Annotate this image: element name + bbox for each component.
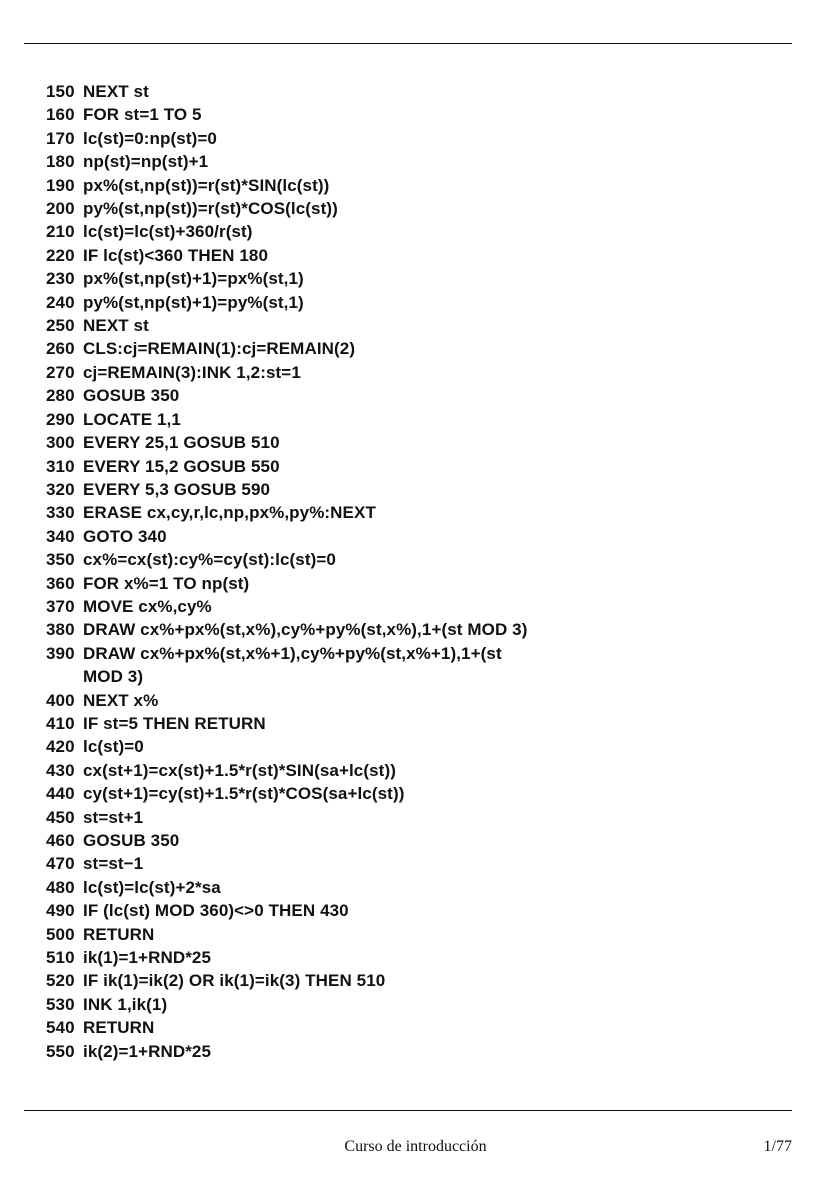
line-number: 160 — [46, 105, 75, 125]
line-number: 530 — [46, 994, 75, 1014]
line-text: EVERY 25,1 GOSUB 510 — [83, 433, 280, 453]
line-number: 460 — [46, 831, 75, 850]
code-line — [46, 127, 786, 150]
code-line — [46, 314, 786, 337]
code-line — [46, 103, 786, 126]
line-text: RETURN — [83, 1018, 155, 1038]
line-text: GOSUB 350 — [83, 386, 180, 406]
code-line — [46, 735, 786, 758]
line-number: 410 — [46, 713, 75, 733]
code-line — [46, 150, 786, 173]
code-line — [46, 923, 786, 946]
code-line — [46, 806, 786, 829]
code-line — [46, 337, 786, 360]
code-line — [46, 1040, 786, 1063]
line-number: 360 — [46, 573, 75, 593]
code-line — [46, 642, 786, 665]
page-number: 1/77 — [763, 1138, 792, 1155]
code-line — [46, 291, 786, 314]
line-text: cy(st+1)=cy(st)+1.5*r(st)*COS(sa+lc(st)) — [83, 784, 405, 804]
code-line — [46, 197, 786, 220]
line-number: 230 — [46, 269, 75, 289]
line-number: 250 — [46, 316, 75, 336]
line-text: DRAW cx%+px%(st,x%+1),cy%+py%(st,x%+1),1+(st — [83, 643, 502, 663]
line-text: GOSUB 350 — [83, 831, 180, 850]
line-text: px%(st,np(st)+1)=px%(st,1) — [83, 269, 304, 289]
code-line — [46, 665, 786, 688]
line-number: 430 — [46, 760, 75, 780]
line-number: 480 — [46, 877, 75, 897]
line-text: DRAW cx%+px%(st,x%),cy%+py%(st,x%),1+(st MOD 3) — [83, 620, 528, 640]
line-number: 420 — [46, 737, 75, 757]
code-line — [46, 431, 786, 454]
code-line — [46, 993, 786, 1016]
line-text: ik(1)=1+RND*25 — [83, 948, 212, 968]
code-line — [46, 782, 786, 805]
line-number: 260 — [46, 339, 75, 359]
code-line — [46, 361, 786, 384]
code-line — [46, 829, 786, 852]
line-text: ERASE cx,cy,r,lc,np,px%,py%:NEXT — [83, 503, 376, 523]
code-line — [46, 595, 786, 618]
line-text: lc(st)=0 — [83, 737, 144, 757]
top-rule — [24, 43, 792, 44]
code-line — [46, 899, 786, 922]
line-number: 470 — [46, 854, 75, 874]
line-number: 440 — [46, 784, 75, 804]
line-text: FOR x%=1 TO np(st) — [83, 573, 250, 593]
code-line — [46, 501, 786, 524]
code-line — [46, 384, 786, 407]
code-line — [46, 174, 786, 197]
line-text: GOTO 340 — [83, 526, 167, 546]
code-line — [46, 876, 786, 899]
code-line — [46, 478, 786, 501]
code-line — [46, 548, 786, 571]
code-line — [46, 618, 786, 641]
line-text: lc(st)=lc(st)+2*sa — [83, 877, 221, 897]
line-number: 450 — [46, 807, 75, 827]
code-line — [46, 572, 786, 595]
code-line — [46, 244, 786, 267]
line-number: 400 — [46, 690, 75, 710]
line-number: 330 — [46, 503, 75, 523]
bottom-rule — [24, 1110, 792, 1111]
line-text: py%(st,np(st))=r(st)*COS(lc(st)) — [83, 199, 338, 219]
line-number: 540 — [46, 1018, 75, 1038]
code-line — [46, 267, 786, 290]
line-number: 550 — [46, 1041, 75, 1061]
code-line — [46, 969, 786, 992]
line-text: NEXT st — [83, 82, 149, 101]
line-text: py%(st,np(st)+1)=py%(st,1) — [83, 292, 304, 312]
code-line — [46, 946, 786, 969]
line-text: MOVE cx%,cy% — [83, 596, 212, 616]
line-text: NEXT x% — [83, 690, 159, 710]
line-number: 510 — [46, 948, 75, 968]
line-number: 150 — [46, 82, 75, 101]
line-text: np(st)=np(st)+1 — [83, 152, 209, 172]
line-number: 220 — [46, 245, 75, 265]
line-number: 210 — [46, 222, 75, 242]
line-text: EVERY 15,2 GOSUB 550 — [83, 456, 280, 476]
line-text: FOR st=1 TO 5 — [83, 105, 202, 125]
line-text: IF ik(1)=ik(2) OR ik(1)=ik(3) THEN 510 — [83, 971, 386, 991]
line-text: MOD 3) — [83, 667, 144, 687]
line-text: LOCATE 1,1 — [83, 409, 181, 429]
line-number: 490 — [46, 901, 75, 921]
line-text: RETURN — [83, 924, 155, 944]
line-number: 390 — [46, 643, 75, 663]
line-text: ik(2)=1+RND*25 — [83, 1041, 212, 1061]
line-number: 310 — [46, 456, 75, 476]
line-text: st=st−1 — [83, 854, 144, 874]
code-line — [46, 852, 786, 875]
line-number: 270 — [46, 362, 75, 382]
code-line — [46, 80, 786, 103]
line-text: IF st=5 THEN RETURN — [83, 713, 266, 733]
line-number: 370 — [46, 596, 75, 616]
line-text: lc(st)=0:np(st)=0 — [83, 128, 217, 148]
line-text: cx(st+1)=cx(st)+1.5*r(st)*SIN(sa+lc(st)) — [83, 760, 396, 780]
line-text: NEXT st — [83, 316, 149, 336]
code-line — [46, 455, 786, 478]
line-number: 380 — [46, 620, 75, 640]
line-number: 350 — [46, 550, 75, 570]
line-number: 320 — [46, 479, 75, 499]
line-number — [46, 665, 83, 688]
line-text: cx%=cx(st):cy%=cy(st):lc(st)=0 — [83, 550, 336, 570]
line-number: 520 — [46, 971, 75, 991]
line-text: IF (lc(st) MOD 360)<>0 THEN 430 — [83, 901, 349, 921]
line-number: 190 — [46, 175, 75, 195]
line-text: st=st+1 — [83, 807, 144, 827]
code-listing — [46, 80, 786, 1063]
code-line — [46, 1016, 786, 1039]
line-text: cj=REMAIN(3):INK 1,2:st=1 — [83, 362, 301, 382]
line-text: IF lc(st)<360 THEN 180 — [83, 245, 269, 265]
code-line — [46, 759, 786, 782]
code-line — [46, 712, 786, 735]
footer-title: Curso de introducción — [344, 1138, 487, 1155]
line-number: 180 — [46, 152, 75, 172]
line-text: EVERY 5,3 GOSUB 590 — [83, 479, 271, 499]
line-text: CLS:cj=REMAIN(1):cj=REMAIN(2) — [83, 339, 356, 359]
line-number: 200 — [46, 199, 75, 219]
line-text: INK 1,ik(1) — [83, 994, 168, 1014]
line-number: 290 — [46, 409, 75, 429]
code-line — [46, 408, 786, 431]
line-number: 300 — [46, 433, 75, 453]
line-number: 340 — [46, 526, 75, 546]
code-line — [46, 689, 786, 712]
line-number: 170 — [46, 128, 75, 148]
line-number: 500 — [46, 924, 75, 944]
line-text: lc(st)=lc(st)+360/r(st) — [83, 222, 253, 242]
code-line — [46, 220, 786, 243]
line-number: 280 — [46, 386, 75, 406]
line-number: 240 — [46, 292, 75, 312]
code-line — [46, 525, 786, 548]
line-text: px%(st,np(st))=r(st)*SIN(lc(st)) — [83, 175, 330, 195]
